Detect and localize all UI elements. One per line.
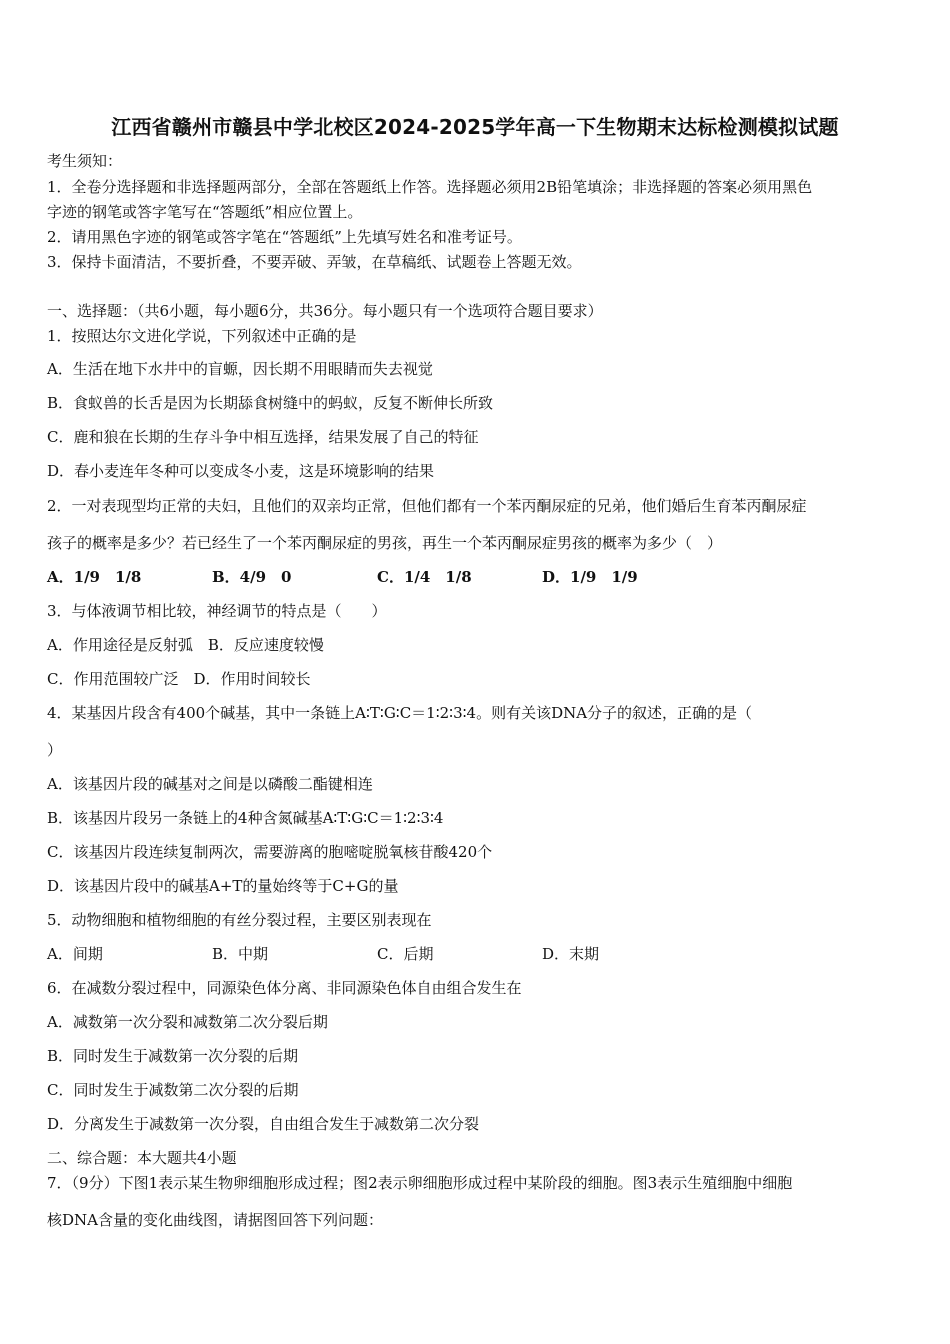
q7-stem-line2: 核DNA含量的变化曲线图，请据图回答下列问题： xyxy=(47,1211,383,1229)
section1-heading: 一、选择题：（共6小题，每小题6分，共36分。每小题只有一个选项符合题目要求） xyxy=(47,302,603,320)
notice-heading: 考生须知： xyxy=(47,152,123,170)
q3-options-cd: C．作用范围较广泛 D．作用时间较长 xyxy=(47,670,311,688)
q1-stem: 1．按照达尔文进化学说，下列叙述中正确的是 xyxy=(47,327,357,345)
section2-heading: 二、综合题：本大题共4小题 xyxy=(47,1149,237,1167)
exam-title: 江西省赣州市赣县中学北校区2024-2025学年高一下生物期末达标检测模拟试题 xyxy=(111,115,839,139)
q4-stem-line1: 4．某基因片段含有400个碱基，其中一条链上A∶T∶G∶C＝1∶2∶3∶4。则有关该DNA分子的叙述，正确的是（ xyxy=(47,704,753,722)
q5-option-b: B．中期 xyxy=(212,945,269,963)
notice-item-1-cont: 字迹的钢笔或答字笔写在“答题纸”相应位置上。 xyxy=(47,203,363,221)
q6-option-b: B．同时发生于减数第一次分裂的后期 xyxy=(47,1047,299,1065)
q7-stem-line1: 7．（9分）下图1表示某生物卵细胞形成过程；图2表示卵细胞形成过程中某阶段的细胞。图3表示生殖细胞中细胞 xyxy=(47,1174,793,1192)
q3-options-ab: A．作用途径是反射弧 B．反应速度较慢 xyxy=(47,636,324,654)
q3-stem: 3．与体液调节相比较，神经调节的特点是（ ） xyxy=(47,602,387,620)
q2-option-b: B．4/9 0 xyxy=(212,568,292,586)
q4-option-c: C．该基因片段连续复制两次，需要游离的胞嘧啶脱氧核苷酸420个 xyxy=(47,843,493,861)
q5-option-c: C．后期 xyxy=(377,945,434,963)
q6-option-d: D．分离发生于减数第一次分裂，自由组合发生于减数第二次分裂 xyxy=(47,1115,480,1133)
q6-option-c: C．同时发生于减数第二次分裂的后期 xyxy=(47,1081,299,1099)
q5-option-a: A．间期 xyxy=(47,945,103,963)
q6-option-a: A．减数第一次分裂和减数第二次分裂后期 xyxy=(47,1013,328,1031)
q1-option-d: D．春小麦连年冬种可以变成冬小麦，这是环境影响的结果 xyxy=(47,462,435,480)
q5-option-d: D．末期 xyxy=(542,945,600,963)
q2-option-a: A．1/9 1/8 xyxy=(47,568,142,586)
q4-option-d: D．该基因片段中的碱基A+T的量始终等于C+G的量 xyxy=(47,877,399,895)
q1-option-c: C．鹿和狼在长期的生存斗争中相互选择，结果发展了自己的特征 xyxy=(47,428,479,446)
q1-option-a: A．生活在地下水井中的盲螈，因长期不用眼睛而失去视觉 xyxy=(47,360,433,378)
notice-item-2: 2．请用黑色字迹的钢笔或答字笔在“答题纸”上先填写姓名和准考证号。 xyxy=(47,228,522,246)
q2-stem-line2: 孩子的概率是多少？若已经生了一个苯丙酮尿症的男孩，再生一个苯丙酮尿症男孩的概率为多少（ ） xyxy=(47,534,723,552)
q6-stem: 6．在减数分裂过程中，同源染色体分离、非同源染色体自由组合发生在 xyxy=(47,979,522,997)
q4-option-a: A．该基因片段的碱基对之间是以磷酸二酯键相连 xyxy=(47,775,373,793)
q2-option-c: C．1/4 1/8 xyxy=(377,568,472,586)
notice-item-1: 1．全卷分选择题和非选择题两部分，全部在答题纸上作答。选择题必须用2B铅笔填涂；非选择题的答案必须用黑色 xyxy=(47,178,813,196)
q2-option-d: D．1/9 1/9 xyxy=(542,568,638,586)
q2-stem-line1: 2．一对表现型均正常的夫妇，且他们的双亲均正常，但他们都有一个苯丙酮尿症的兄弟，他们婚后生育苯丙酮尿症 xyxy=(47,497,807,515)
q4-option-b: B．该基因片段另一条链上的4种含氮碱基A∶T∶G∶C＝1∶2∶3∶4 xyxy=(47,809,444,827)
q1-option-b: B．食蚁兽的长舌是因为长期舔食树缝中的蚂蚁，反复不断伸长所致 xyxy=(47,394,494,412)
notice-item-3: 3．保持卡面清洁，不要折叠，不要弄破、弄皱，在草稿纸、试题卷上答题无效。 xyxy=(47,253,582,271)
q5-stem: 5．动物细胞和植物细胞的有丝分裂过程，主要区别表现在 xyxy=(47,911,432,929)
q4-stem-line2: ） xyxy=(47,741,63,759)
